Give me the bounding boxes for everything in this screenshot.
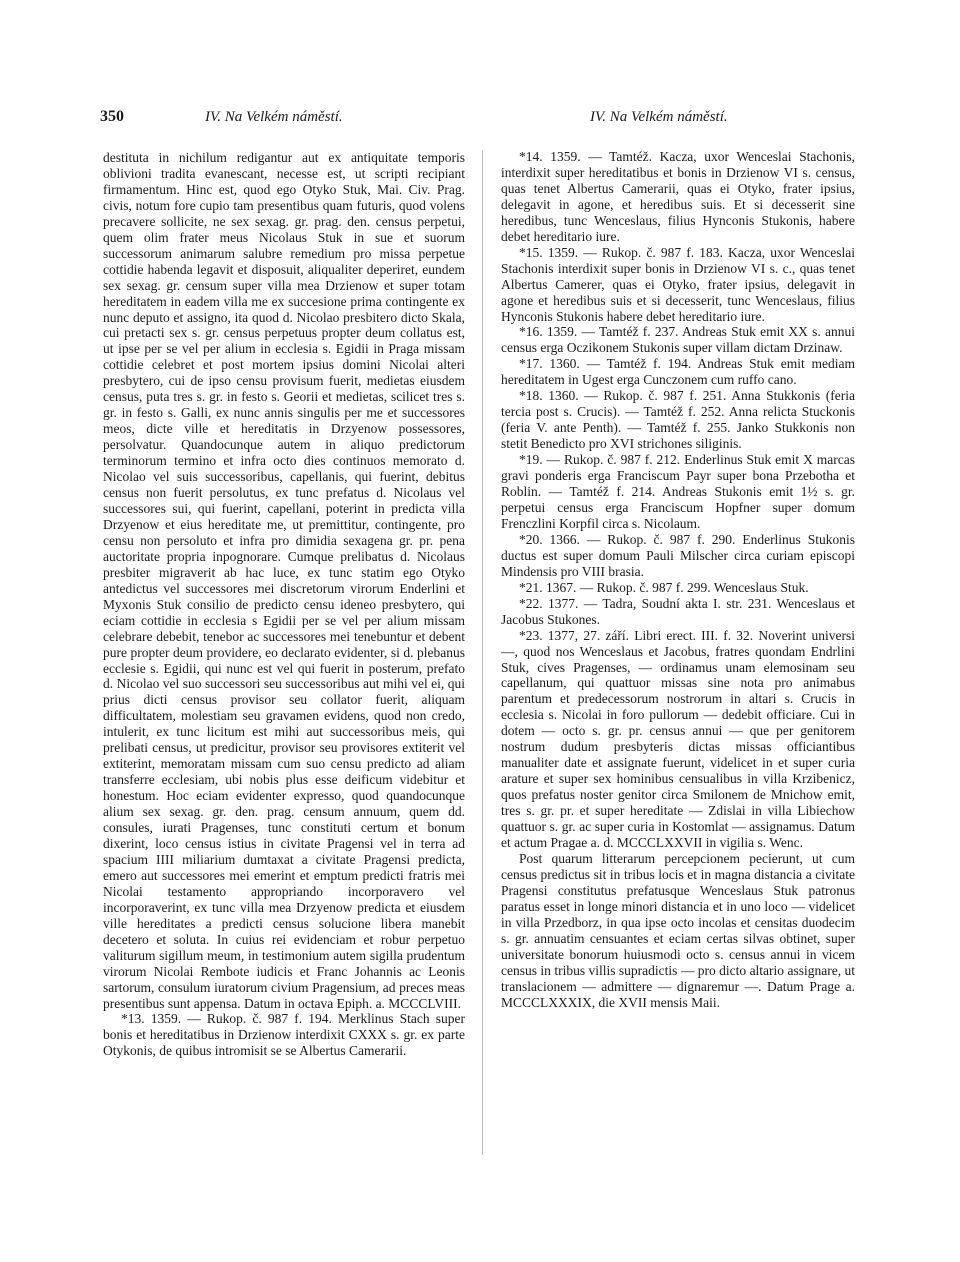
entry-19: *19. — Rukop. č. 987 f. 212. Enderlinus Stuk emit X marcas gravi ponderis erga Franciscum Payr super bona Przebotha et Roblin. — Tamtéž f. 214. Andreas Stukonis emit 1½ s. gr. perpetui census erga Franciscum Hopfner super domum Frenczlini Korpfil circa s. Nicolaum. [501,452,855,531]
running-head-right: IV. Na Velkém náměstí. [590,109,728,125]
entry-13: *13. 1359. — Rukop. č. 987 f. 194. Merklinus Stach super bonis et hereditatibus in Drzienow interdixit CXXX s. gr. ex parte Otykonis, de quibus intromisit se se Albertus Camerarii. [103,1011,465,1059]
left-column [103,150,465,1059]
entry-18: *18. 1360. — Rukop. č. 987 f. 251. Anna Stukkonis (feria tercia post s. Crucis). — Tamtéž f. 252. Anna relicta Stuckonis (feria V. ante Penth). — Tamtéž f. 255. Janko Stukkonis non stetit Benedicto pro XVI strichones siliginis. [501,388,855,452]
running-head-left: IV. Na Velkém náměstí. [205,109,343,125]
entry-20: *20. 1366. — Rukop. č. 987 f. 290. Enderlinus Stukonis ductus est super domum Pauli Milscher circa curiam episcopi Mindensis pro VIII brasia. [501,531,855,579]
entry-22: *22. 1377. — Tadra, Soudní akta I. str. 231. Wenceslaus et Jacobus Stukones. [501,595,855,627]
paragraph-post-quarum: Post quarum litterarum percepcionem pecierunt, ut cum census predictus sit in tribus locis et in magna distancia a civitate Pragensi constitutus prefatusque Wenceslaus Stuk patronus paratus esset in longe minori distancia et in uno loco — videlicet in villa Przedborz, in qua ipse octo incolas et censitas duodecim s. gr. annuatim censuantes et eciam certas silvas obtinet, super universitate bonorum huiusmodi octo s. census annui in vicem census in tribus villis supradictis — pro dicto altario assignare, ut translacionem — admittere — dignaremur —. Datum Prage a. MCCCLXXXIX, die XVII mensis Maii. [501,850,855,1010]
page-number: 350 [100,108,124,125]
right-column [501,149,855,1010]
entry-23: *23. 1377, 27. září. Libri erect. III. f. 32. Noverint universi —, quod nos Wenceslaus et Jacobus, fratres quondam Endrlini Stuk, cives Pragenses, — ordinamus unam elemosinam seu capellanum, qui quattuor missas sine nota pro animabus parentum et predecessorum nostrorum in altari s. Crucis in ecclesia s. Nicolai in foro pullorum — dedebit officiare. Cui in dotem — octo s. gr. pr. census annui — que per genitorem nostrum dudum presbyteris dictas missas officiantibus manualiter date et assignate fuerunt, videlicet in et super curia arature et super sex hominibus censualibus in villa Krzibenicz, quos prefatus noster genitor circa Smilonem de Mnichow emit, tres s. gr. pr. et super hereditate — Zdislai in villa Libiechow quattuor s. gr. ac super curia in Kostomlat — assignamus. Datum et actum Pragae a. d. MCCCLXXVII in vigilia s. Wenc. [501,627,855,850]
entry-17: *17. 1360. — Tamtéž f. 194. Andreas Stuk emit mediam hereditatem in Ugest erga Cunczonem cum ruffo cano. [501,356,855,388]
entry-15: *15. 1359. — Rukop. č. 987 f. 183. Kacza, uxor Wenceslai Stachonis interdixit super bonis in Drzienow VI s. c., quas tenet Albertus Camerer, quas ei Otyko, frater ipsius, delegavit in agone et heredibus suis et si decesserit, tunc Wenceslaus, filius Hynconis Stukonis habere debet hereditario iure. [501,244,855,324]
paragraph-charter-continuation: destituta in nichilum redigantur aut ex antiquitate temporis oblivioni tradita evanescant, necesse est, ut scripti recipiant firmamentum. Hinc est, quod ego Otyko Stuk, Mai. Civ. Prag. civis, notum fore cupio tam presentibus quam futuris, quod volens precavere sollicite, ne sex sexag. gr. prag. den. census perpetui, quem olim frater meus Nicolaus Stuk in sue et suorum successorum animarum salubre remedium pro missa perpetue cottidie habenda legavit et disposuit, aliqualiter deperiret, eundem sex sexag. gr. censum super villa mea Drzienow et super totam hereditatem in eadem villa me ex succesione prima contingente ex nunc deputo et assigno, ita quod d. Nicolao presbitero dicto Skala, cui pretacti sex s. gr. census perpetuus propter deum collatus est, ut ipse per se vel per alium in ecclesia s. Egidii in Praga missam cottidie celebret et post mortem ipsius domini Nicolai alteri presbytero, cui de ipso censu provisum fuerit, medietas eiusdem census, puta tres s. gr. in festo s. Georii et medietas, scilicet tres s. gr. in festo s. Galli, ex nunc annis singulis per me et successores meos, dicte ville et hereditatis in Drzyenow possessores, persolvatur. Quandocunque autem in aliquo predictorum terminorum termino et infra octo dies continuos memorato d. Nicolao vel suis successoribus, capellanis, qui fuerint, debitus census non fuerit persolutus, ex tunc prefatus d. Nicolaus vel successores sui, qui fuerint, capellani, poterint in predicta villa Drzyenow et eius hereditate me, ut premittitur, contingente, pro censu non persoluto et infra pro dimidia sexagena gr. pr. pena auctoritate propria inpognorare. Cumque prelibatus d. Nicolaus presbiter migraverit ab hac luce, ex tunc statim ego Otyko antedictus vel successores mei discretorum virorum Enderlini et Myxonis Stuk consilio de predicto censu ideneo presbytero, qui eciam cottidie in ecclesia s Egidii per se vel per alium missam celebrare debebit, tenebor ac successores mei tenebuntur et debent pure propter deum providere, eo declarato evidenter, si d. plebanus ecclesie s. Egidii, qui nunc est vel qui fuerit in posterum, prefato d. Nicolao vel suo successori seu successoribus aut mihi vel ei, qui prius dicti census provisor seu collator fuerit, aliquam difficultatem, molestiam seu gravamen evidens, quod non credo, intulerit, ex tunc licitum est mihi aut successoribus meis, qui prelibati census, ut predicitur, provisor seu provisores extiterit vel extiterint, memoratam missam cum suo censu predicto ad aliam transferre ecclesiam, ubi nobis plus esse deificum videbitur et honestum. Hoc eciam evidenter expresso, quod quandocunque alium sex sexag. gr. den. prag. censum annuum, quem dd. consules, iurati Pragenses, tunc constituti certum et bonum dixerint, loco census istius in civitate Pragensi vel in terra ad spacium IIII miliarium dumtaxat a civitate Pragensi predicta, emero aut successores mei emerint et emptum predicti fratris mei Nicolai testamento appropriando incorporavero vel incorporaverint, ex tunc villa mea Drzyenow predicta et eiusdem ville hereditates a predicti census solucione libera manebit decetero et soluta. In cuius rei evidenciam et robur perpetuo valiturum sigillum meum, in testimonium autem sigilla prudentum virorum Nicolai Rembote iudicis et Franc Johannis ac Leonis sartorum, consulum iuratorum civium Pragensium, ad preces meas presentibus sunt appensa. Datum in octava Epiph. a. MCCCLVIII. [103,150,465,1011]
column-divider [482,150,483,1155]
entry-16: *16. 1359. — Tamtéž f. 237. Andreas Stuk emit XX s. annui census erga Oczikonem Stukonis super villam dictam Drzinaw. [501,324,855,356]
entry-21: *21. 1367. — Rukop. č. 987 f. 299. Wenceslaus Stuk. [519,579,809,595]
page-header [0,108,960,138]
entry-14: *14. 1359. — Tamtéž. Kacza, uxor Wenceslai Stachonis, interdixit super hereditatibus et bonis in Drzienow VI s. census, quas tenet Albertus Camerarii, quas ei Otyko, frater ipsius, delegavit in agone, et heredibus suis. Et si decesserit sine heredibus, tunc Wenceslaus, filius Hynconis Stukonis, habere debet hereditario iure. [501,149,855,244]
